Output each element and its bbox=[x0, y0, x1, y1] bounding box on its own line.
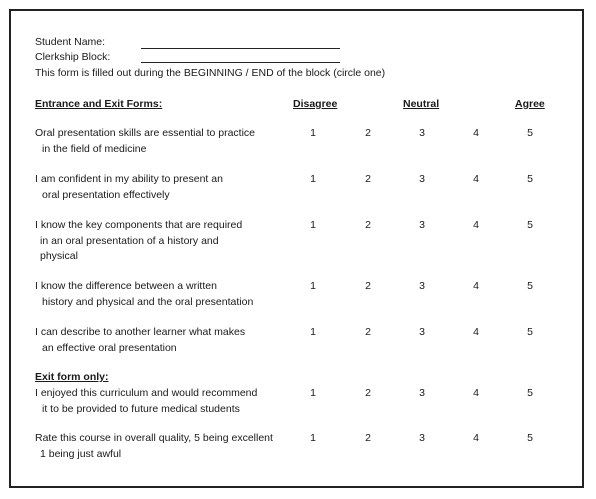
rating-option-1[interactable]: 1 bbox=[310, 387, 316, 399]
student-name-label: Student Name: bbox=[35, 36, 106, 48]
rating-option-5[interactable]: 5 bbox=[527, 173, 533, 185]
rating-option-1[interactable]: 1 bbox=[310, 326, 316, 338]
question-text: Rate this course in overall quality, 5 being excellent bbox=[35, 432, 273, 444]
rating-option-2[interactable]: 2 bbox=[365, 280, 371, 292]
rating-option-4[interactable]: 4 bbox=[473, 387, 479, 399]
exit-question-2 bbox=[35, 431, 273, 462]
exit-section-title: Exit form only: bbox=[35, 371, 109, 383]
question-text: history and physical and the oral presentation bbox=[42, 295, 254, 308]
rating-option-4[interactable]: 4 bbox=[473, 219, 479, 231]
rating-option-4[interactable]: 4 bbox=[473, 127, 479, 139]
question-text: 1 being just awful bbox=[40, 447, 122, 460]
scale-header-neutral: Neutral bbox=[403, 98, 440, 110]
rating-option-3[interactable]: 3 bbox=[419, 387, 425, 399]
rating-option-3[interactable]: 3 bbox=[419, 127, 425, 139]
instruction-text: This form is filled out during the BEGINNING / END of the block (circle one) bbox=[35, 67, 386, 79]
question-text: Oral presentation skills are essential to practice bbox=[35, 127, 256, 139]
rating-option-5[interactable]: 5 bbox=[527, 326, 533, 338]
rating-option-2[interactable]: 2 bbox=[365, 387, 371, 399]
student-name-line[interactable] bbox=[141, 48, 340, 49]
rating-option-5[interactable]: 5 bbox=[527, 280, 533, 292]
exit-question-1 bbox=[35, 386, 257, 417]
rating-option-2[interactable]: 2 bbox=[365, 219, 371, 231]
rating-option-5[interactable]: 5 bbox=[527, 127, 533, 139]
rating-option-4[interactable]: 4 bbox=[473, 173, 479, 185]
rating-option-4[interactable]: 4 bbox=[473, 280, 479, 292]
question-text: I enjoyed this curriculum and would recommend bbox=[35, 387, 258, 399]
question-text: I know the difference between a written bbox=[35, 280, 217, 292]
rating-option-3[interactable]: 3 bbox=[419, 280, 425, 292]
rating-option-1[interactable]: 1 bbox=[310, 127, 316, 139]
rating-option-1[interactable]: 1 bbox=[310, 280, 316, 292]
rating-option-2[interactable]: 2 bbox=[365, 127, 371, 139]
scale-header-agree: Agree bbox=[515, 98, 545, 110]
question-2 bbox=[35, 172, 223, 203]
rating-option-3[interactable]: 3 bbox=[419, 219, 425, 231]
rating-option-5[interactable]: 5 bbox=[527, 387, 533, 399]
rating-option-3[interactable]: 3 bbox=[419, 432, 425, 444]
rating-option-5[interactable]: 5 bbox=[527, 219, 533, 231]
clerkship-block-label: Clerkship Block: bbox=[35, 51, 111, 63]
question-text: in the field of medicine bbox=[42, 142, 147, 155]
rating-option-4[interactable]: 4 bbox=[473, 432, 479, 444]
section-title: Entrance and Exit Forms: bbox=[35, 98, 163, 110]
rating-option-2[interactable]: 2 bbox=[365, 432, 371, 444]
rating-option-2[interactable]: 2 bbox=[365, 326, 371, 338]
clerkship-block-line[interactable] bbox=[141, 62, 340, 63]
rating-option-1[interactable]: 1 bbox=[310, 432, 316, 444]
question-text: I can describe to another learner what makes bbox=[35, 326, 246, 338]
question-text: oral presentation effectively bbox=[42, 188, 170, 201]
scale-header-disagree: Disagree bbox=[293, 98, 338, 110]
question-text: I am confident in my ability to present an bbox=[35, 173, 223, 185]
rating-option-4[interactable]: 4 bbox=[473, 326, 479, 338]
rating-option-1[interactable]: 1 bbox=[310, 219, 316, 231]
question-3 bbox=[35, 218, 242, 265]
question-text: in an oral presentation of a history and bbox=[40, 234, 219, 247]
question-5 bbox=[35, 325, 245, 356]
rating-option-3[interactable]: 3 bbox=[419, 326, 425, 338]
question-text: I know the key components that are required bbox=[35, 219, 243, 231]
question-text: it to be provided to future medical students bbox=[42, 402, 240, 415]
question-text: physical bbox=[40, 250, 78, 262]
rating-option-2[interactable]: 2 bbox=[365, 173, 371, 185]
rating-option-3[interactable]: 3 bbox=[419, 173, 425, 185]
rating-option-5[interactable]: 5 bbox=[527, 432, 533, 444]
rating-option-1[interactable]: 1 bbox=[310, 173, 316, 185]
question-4 bbox=[35, 279, 253, 310]
question-1 bbox=[35, 126, 255, 157]
question-text: an effective oral presentation bbox=[42, 341, 177, 354]
